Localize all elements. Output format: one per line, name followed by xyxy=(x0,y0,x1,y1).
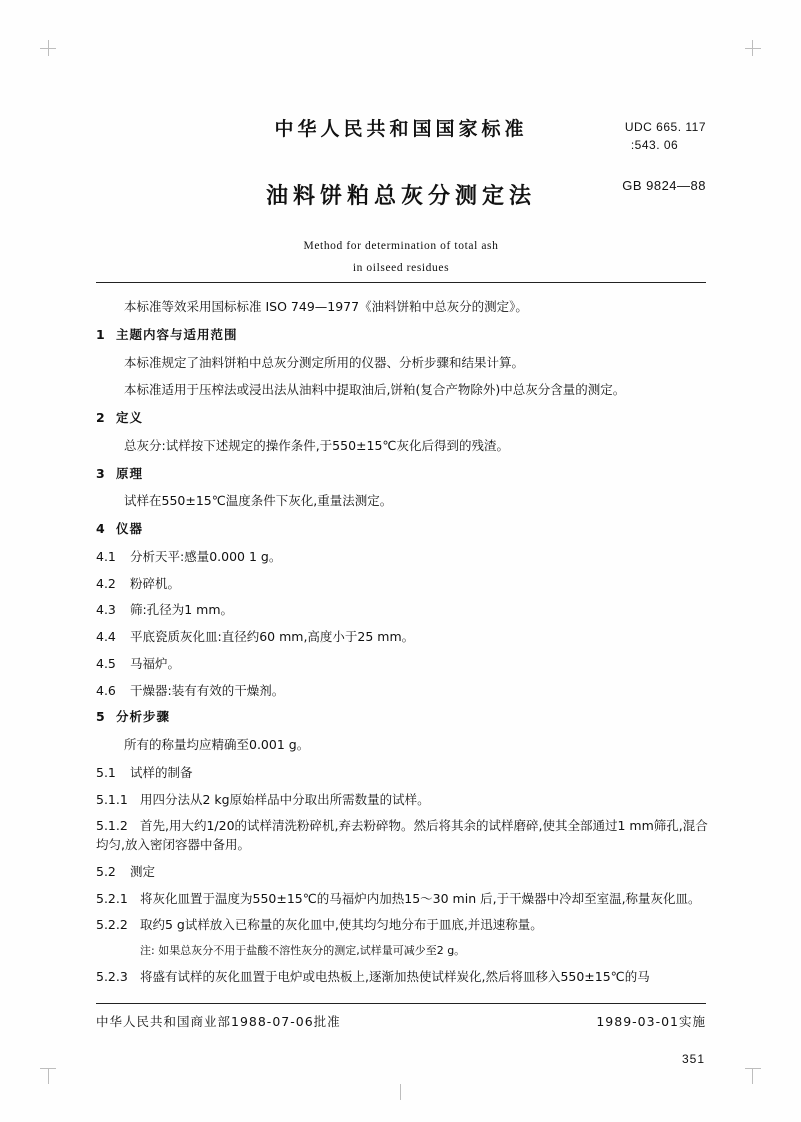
section-heading-1 xyxy=(96,326,708,345)
section-heading-2 xyxy=(96,409,708,428)
clause-4-3 xyxy=(96,601,708,620)
clause-4-6 xyxy=(96,682,708,701)
clause-4-1 xyxy=(96,548,708,567)
section-heading-5 xyxy=(96,708,708,727)
registration-mark xyxy=(40,1068,56,1069)
registration-mark xyxy=(752,1068,753,1084)
clause-5-2-3 xyxy=(96,968,708,987)
section-3-paragraph-1: 试样在550±15℃温度条件下灰化,重量法测定。 xyxy=(124,493,393,509)
clause-text-4-5: 马福炉。 xyxy=(130,655,181,671)
clause-4-5 xyxy=(96,655,708,674)
registration-mark xyxy=(745,1068,761,1069)
clause-number-4-3: 4.3 xyxy=(96,602,116,618)
section-number-3: 3 xyxy=(96,465,106,481)
english-title xyxy=(96,236,706,280)
clause-5-2-1 xyxy=(96,890,708,909)
section-title-5: 分析步骤 xyxy=(116,709,171,725)
section-title-2: 定义 xyxy=(116,410,144,425)
english-title-line-1: Method for determination of total ash xyxy=(303,240,499,252)
section-number-5: 5 xyxy=(96,709,106,725)
clause-text-5-2-1: 将灰化皿置于温度为550±15℃的马福炉内加热15～30 min 后,于干燥器中冷却至室温,称量灰化皿。 xyxy=(140,890,701,906)
section-1-paragraph-2: 本标准适用于压榨法或浸出法从油料中提取油后,饼粕(复合产物除外)中总灰分含量的测定。 xyxy=(124,382,626,398)
section-number-2: 2 xyxy=(96,410,106,425)
section-heading-4 xyxy=(96,520,708,539)
clause-text-5-2-2: 取约5 g试样放入已称量的灰化皿中,使其均匀地分布于皿底,并迅速称量。 xyxy=(140,917,543,933)
clause-number-5-1: 5.1 xyxy=(96,764,116,780)
clause-number-4-5: 4.5 xyxy=(96,655,116,671)
clause-text-4-6: 干燥器:装有有效的干燥剂。 xyxy=(130,682,285,698)
clause-text-5-1-1: 用四分法从2 kg原始样品中分取出所需数量的试样。 xyxy=(140,791,430,807)
clause-5-2-note: 注: 如果总灰分不用于盐酸不溶性灰分的测定,试样量可减少至2 g。 xyxy=(140,944,466,957)
divider-bottom xyxy=(96,1003,706,1004)
intro-paragraph: 本标准等效采用国标标准 ISO 749—1977《油料饼粕中总灰分的测定》。 xyxy=(124,299,528,314)
registration-mark xyxy=(400,1084,401,1100)
clause-number-5-2-3: 5.2.3 xyxy=(96,968,128,984)
clause-text-5-2-3: 将盛有试样的灰化皿置于电炉或电热板上,逐渐加热使试样炭化,然后将皿移入550±15℃的马 xyxy=(140,968,650,984)
registration-mark xyxy=(745,48,761,49)
clause-number-4-6: 4.6 xyxy=(96,682,116,698)
clause-5-2 xyxy=(96,863,708,882)
clause-number-5-2: 5.2 xyxy=(96,863,116,879)
section-number-4: 4 xyxy=(96,521,106,536)
page-title: 油料饼粕总灰分测定法 xyxy=(265,184,536,209)
section-title-1: 主题内容与适用范围 xyxy=(116,326,238,342)
clause-number-4-1: 4.1 xyxy=(96,548,116,564)
udc-line-1: UDC 665. 117 xyxy=(624,120,706,134)
page-footer xyxy=(96,1012,706,1030)
clause-5-2-2 xyxy=(96,916,708,935)
clause-5-1-1 xyxy=(96,791,708,810)
divider-top xyxy=(96,282,706,283)
clause-4-4 xyxy=(96,628,708,647)
clause-text-4-3: 筛:孔径为1 mm。 xyxy=(130,602,233,618)
clause-number-5-2-1: 5.2.1 xyxy=(96,890,128,906)
clause-5-1-2 xyxy=(96,817,708,855)
udc-code xyxy=(625,118,706,154)
clause-text-5-1-2: 首先,用大约1/20的试样清洗粉碎机,弃去粉碎物。然后将其余的试样磨碎,使其全部通过1 mm筛孔,混合均匀,放入密闭容器中备用。 xyxy=(96,818,708,852)
udc-line-2: :543. 06 xyxy=(630,138,679,152)
section-2-paragraph-1: 总灰分:试样按下述规定的操作条件,于550±15℃灰化后得到的残渣。 xyxy=(124,437,509,453)
page-number: 351 xyxy=(681,1052,705,1066)
clause-text-4-2: 粉碎机。 xyxy=(130,575,181,591)
clause-title-5-1: 试样的制备 xyxy=(130,764,193,780)
standard-number: GB 9824—88 xyxy=(622,178,706,193)
title-block xyxy=(96,96,706,280)
document-body xyxy=(96,298,708,994)
english-title-line-2: in oilseed residues xyxy=(352,261,450,274)
clause-4-2 xyxy=(96,575,708,594)
registration-mark xyxy=(40,48,56,49)
section-title-3: 原理 xyxy=(116,465,144,481)
clause-text-4-4: 平底瓷质灰化皿:直径约60 mm,高度小于25 mm。 xyxy=(130,629,415,644)
registration-mark xyxy=(48,1068,49,1084)
clause-number-5-1-2: 5.1.2 xyxy=(96,818,128,834)
clause-text-4-1: 分析天平:感量0.000 1 g。 xyxy=(130,548,282,564)
clause-number-5-2-2: 5.2.2 xyxy=(96,917,128,933)
footer-approval: 中华人民共和国商业部1988-07-06批准 xyxy=(96,1014,341,1029)
clause-number-5-1-1: 5.1.1 xyxy=(96,791,128,807)
section-heading-3 xyxy=(96,465,708,484)
section-number-1: 1 xyxy=(96,326,106,342)
section-1-paragraph-1: 本标准规定了油料饼粕中总灰分测定所用的仪器、分析步骤和结果计算。 xyxy=(124,354,525,370)
clause-5-1 xyxy=(96,764,708,783)
clause-number-4-2: 4.2 xyxy=(96,575,116,591)
national-standard-title: 中华人民共和国国家标准 xyxy=(274,118,528,140)
footer-effective-date: 1989-03-01实施 xyxy=(596,1014,706,1029)
section-title-4: 仪器 xyxy=(116,521,144,536)
clause-title-5-2: 测定 xyxy=(130,863,156,879)
section-5-lead: 所有的称量均应精确至0.001 g。 xyxy=(124,737,310,752)
clause-number-4-4: 4.4 xyxy=(96,629,116,644)
